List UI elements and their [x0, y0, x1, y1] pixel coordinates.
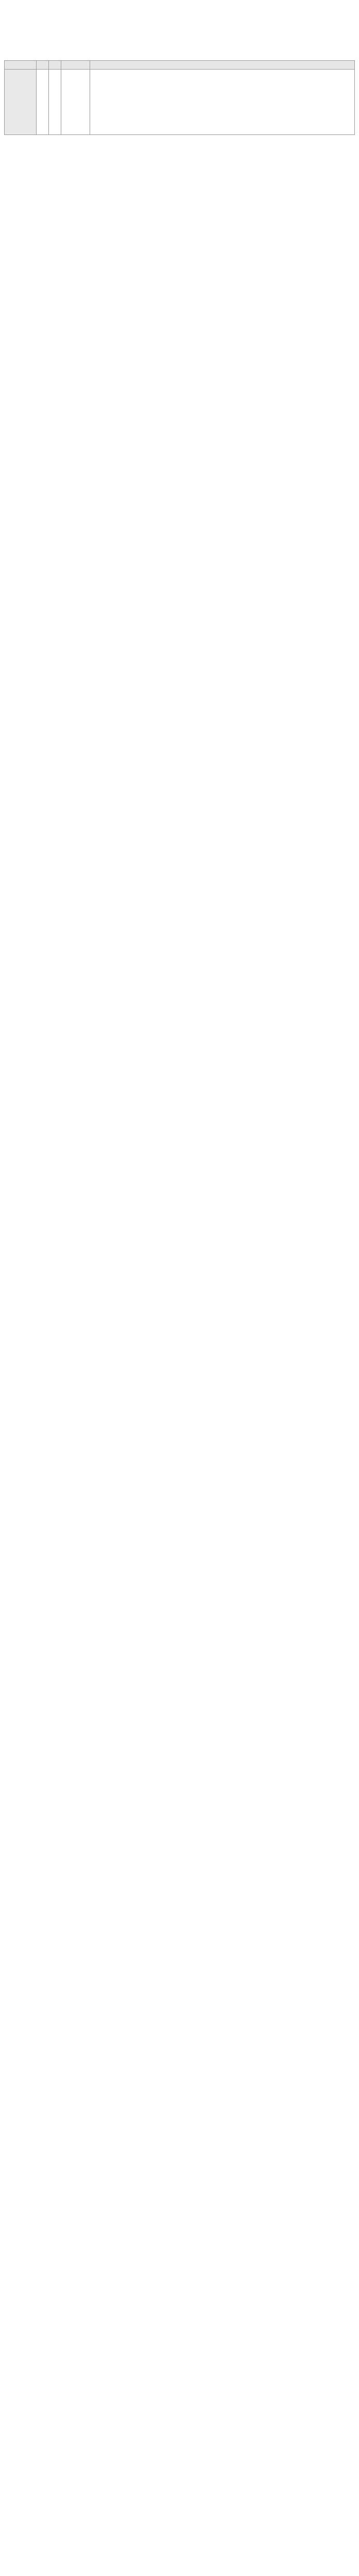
header-type: [49, 61, 61, 70]
kind-cell: [37, 70, 49, 135]
intro: [4, 15, 355, 53]
header-description: [90, 61, 355, 70]
header-cost: [61, 61, 90, 70]
intro-line: [4, 23, 355, 30]
description-highlight-blue: [92, 102, 352, 108]
description-cell: [90, 70, 355, 135]
page-title: [4, 4, 355, 11]
skill-table: [4, 60, 355, 135]
cost-cell: [61, 70, 90, 135]
page: [0, 0, 359, 139]
header-skill-name: [5, 61, 37, 70]
table-header-row: [5, 61, 355, 70]
intro-note: [4, 39, 355, 45]
description-line: [92, 108, 352, 114]
header-kind: [37, 61, 49, 70]
skill-name-cell: [5, 70, 37, 135]
intro-line: [4, 15, 355, 22]
description-line: [92, 90, 352, 96]
intro-line: [4, 31, 355, 38]
type-cell: [49, 70, 61, 135]
table-row: [5, 70, 355, 135]
description-highlight-red: [92, 96, 352, 102]
intro-note: [4, 46, 355, 53]
